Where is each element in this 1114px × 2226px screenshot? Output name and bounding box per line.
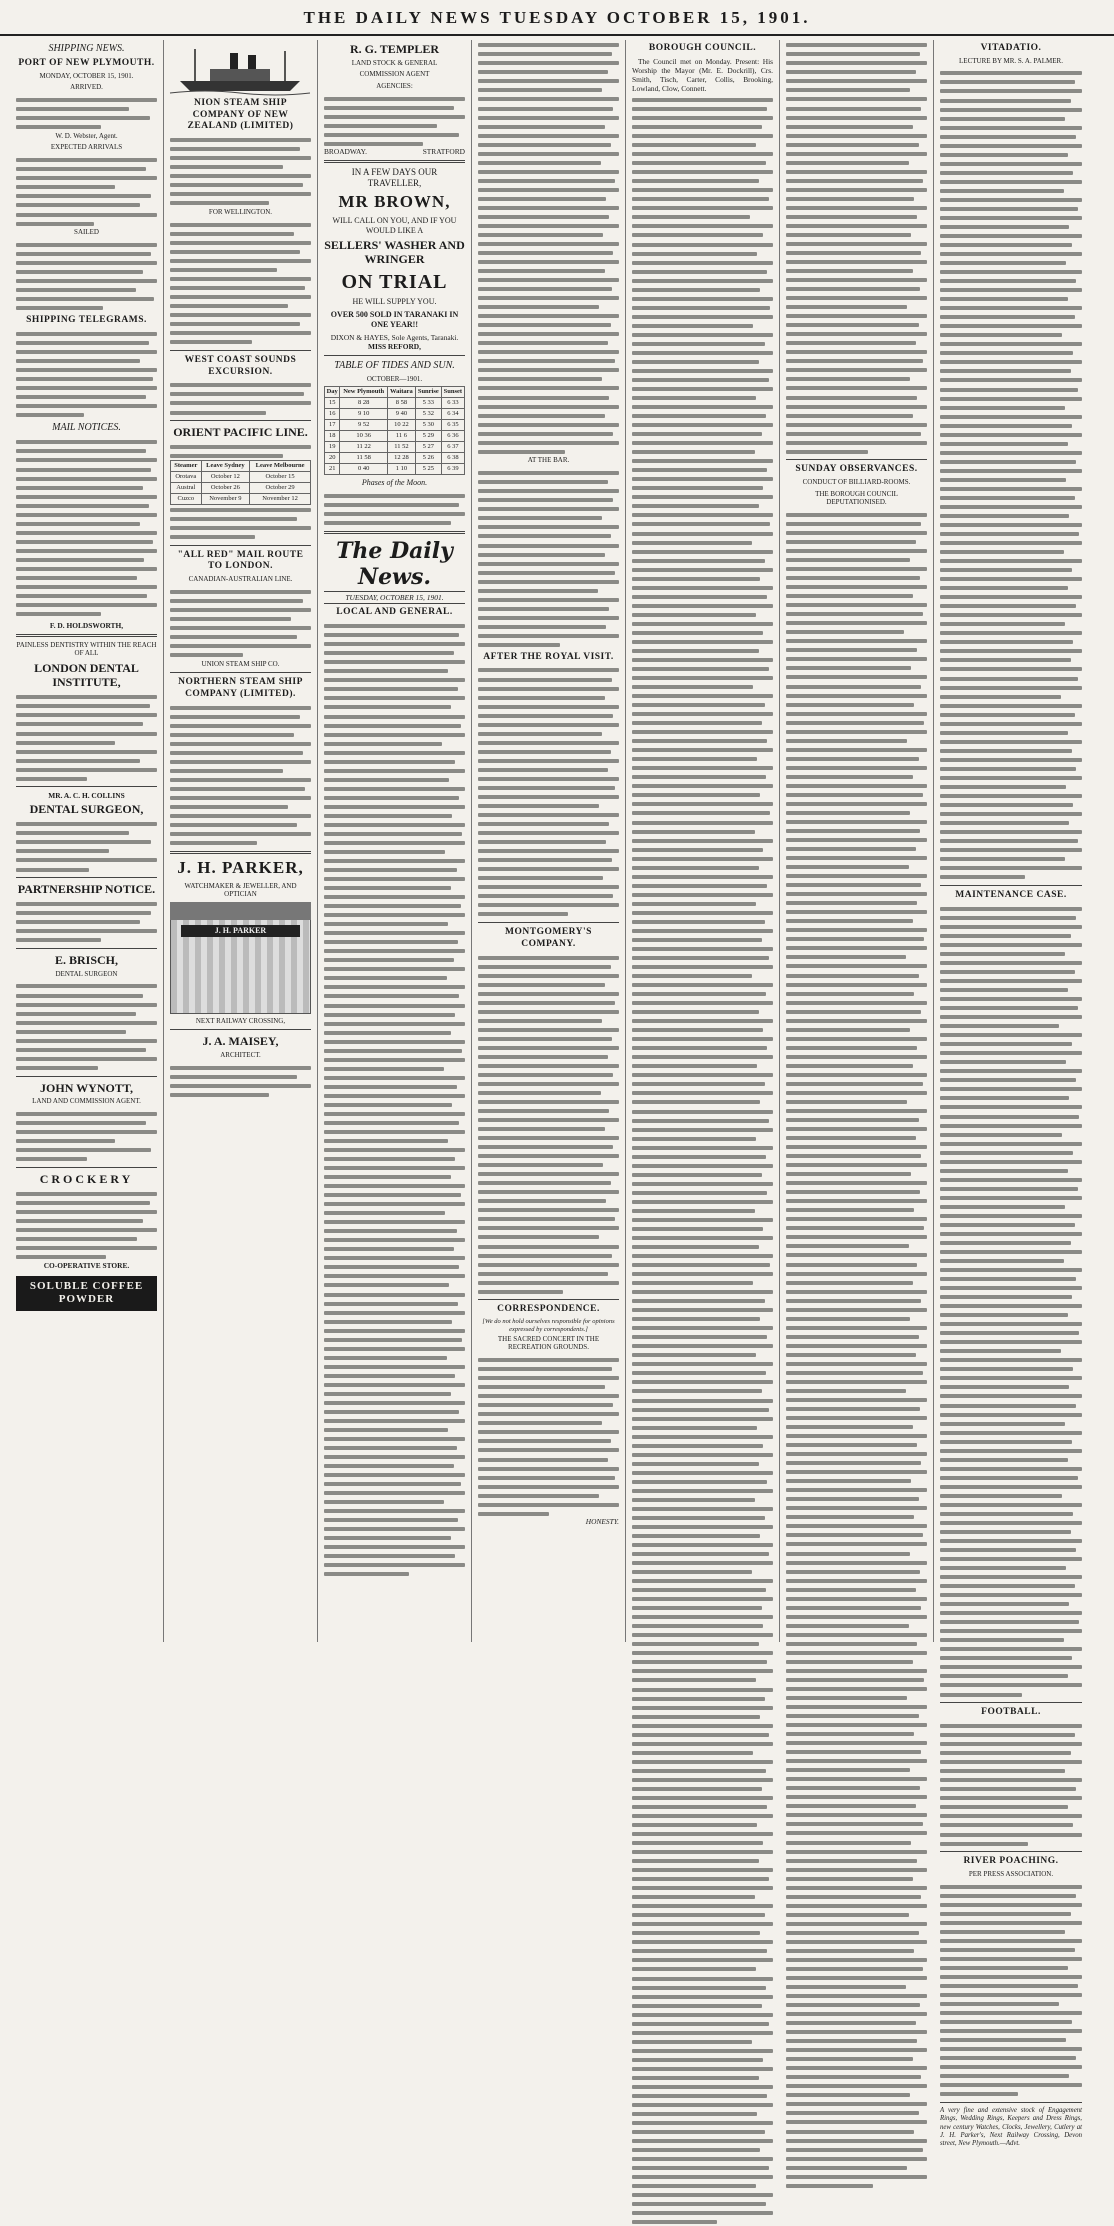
tides-cell: 5 27 — [415, 441, 441, 452]
few-days-text: IN A FEW DAYS OUR TRAVELLER, — [351, 167, 438, 189]
dental-surgeon-heading: DENTAL SURGEON, — [29, 802, 144, 817]
orient-header-2: Leave Melbourne — [250, 460, 311, 471]
text-block — [16, 1188, 157, 1260]
football-heading: FOOTBALL. — [981, 1707, 1041, 1718]
phases-heading: Phases of the Moon. — [361, 477, 428, 487]
text-block — [170, 1062, 311, 1098]
stratford-label: STRATFORD — [422, 147, 465, 157]
text-block — [324, 93, 465, 147]
orient-cell: Cuzco — [171, 493, 202, 504]
wynott-subtitle: LAND AND COMMISSION AGENT. — [32, 1097, 141, 1106]
commission-agent: COMMISSION AGENT — [359, 70, 430, 79]
correspondence-heading: CORRESPONDENCE. — [497, 1304, 600, 1315]
poaching-heading: RIVER POACHING. — [963, 1856, 1059, 1867]
shop-sign: J. H. PARKER — [181, 925, 300, 937]
divider — [16, 877, 157, 878]
sailed-heading: SAILED — [74, 228, 99, 237]
divider — [324, 355, 465, 356]
orient-cell: Orotava — [171, 471, 202, 482]
northern-steam-heading: NORTHERN STEAM SHIP COMPANY (LIMITED). — [178, 677, 303, 699]
tides-cell: 21 — [325, 463, 340, 474]
tides-cell: 6 34 — [441, 409, 464, 420]
divider — [170, 1029, 311, 1030]
correspondence-note: [We do not hold ourselves responsible for opinions expressed by correspondents.] — [482, 1317, 615, 1333]
maintenance-heading: MAINTENANCE CASE. — [955, 889, 1067, 900]
article-body — [940, 1881, 1082, 2098]
text-block — [16, 329, 157, 419]
tides-cell: 10 22 — [387, 420, 415, 431]
article-body — [940, 68, 1082, 881]
tides-month: OCTOBER—1901. — [366, 374, 423, 383]
tides-cell: 11 52 — [387, 441, 415, 452]
parker-shop-illustration — [170, 902, 311, 1014]
divider — [324, 160, 465, 163]
text-block — [16, 240, 157, 312]
text-block — [16, 95, 157, 131]
page-columns — [10, 40, 1106, 2148]
text-block — [170, 586, 311, 658]
tides-cell: 5 26 — [415, 452, 441, 463]
tides-cell: 6 38 — [441, 452, 464, 463]
crockery-heading: CROCKERY — [39, 1171, 134, 1186]
collins-name: MR. A. C. H. COLLINS — [48, 791, 125, 801]
text-block — [16, 899, 157, 944]
divider — [16, 634, 157, 637]
mail-notices-heading: MAIL NOTICES. — [52, 421, 121, 433]
union-steam-heading: NION STEAM SHIP COMPANY OF NEW ZEALAND (LIMITED) — [187, 98, 294, 132]
tides-cell: 6 35 — [441, 420, 464, 431]
tides-cell: 5 30 — [415, 420, 441, 431]
tides-header-0: Day — [325, 387, 340, 398]
reeford-name: MISS REFORD, — [368, 341, 421, 351]
lecture-subheading: LECTURE BY MR. S. A. PALMER. — [959, 56, 1063, 65]
soluble-coffee-ad: SOLUBLE COFFEE POWDER — [16, 1276, 157, 1311]
tides-row — [325, 430, 465, 441]
orient-row — [171, 471, 311, 482]
tides-cell: 0 40 — [340, 463, 388, 474]
letter-signature: HONESTY. — [585, 1517, 619, 1527]
tides-row — [325, 441, 465, 452]
divider — [170, 420, 311, 421]
orient-cell: November 12 — [250, 493, 311, 504]
tides-cell: 19 — [325, 441, 340, 452]
tides-table — [324, 386, 465, 474]
land-stock: LAND STOCK & GENERAL — [351, 58, 438, 67]
tides-cell: 11 58 — [340, 452, 388, 463]
article-body — [478, 1355, 619, 1518]
article-body — [632, 95, 773, 2226]
tides-cell: 15 — [325, 398, 340, 409]
article-body — [478, 952, 619, 1295]
tides-cell: 16 — [325, 409, 340, 420]
text-block — [16, 155, 157, 227]
shipping-news-heading: SHIPPING NEWS. — [48, 43, 125, 54]
text-block — [170, 505, 311, 541]
templer-name: R. G. TEMPLER — [349, 42, 440, 56]
tides-row — [325, 452, 465, 463]
article-body — [324, 621, 465, 1578]
borough-council-heading: BOROUGH COUNCIL. — [648, 43, 757, 53]
text-block — [170, 702, 311, 847]
agent-line: W. D. Webster, Agent. — [55, 131, 118, 140]
divider — [478, 922, 619, 923]
arrived-heading: ARRIVED. — [70, 83, 103, 92]
tides-header-3: Sunrise — [415, 387, 441, 398]
supply-text: HE WILL SUPPLY YOU. — [352, 297, 437, 307]
tides-cell: 9 52 — [340, 420, 388, 431]
divider — [324, 531, 465, 534]
tides-cell: 8 58 — [387, 398, 415, 409]
deputation-subheading: THE BOROUGH COUNCIL DEPUTATIONISED. — [815, 489, 898, 507]
dixon-agents: DIXON & HAYES, Sole Agents, Taranaki. — [330, 332, 459, 342]
tides-cell: 1 10 — [387, 463, 415, 474]
sellers-washer: SELLERS' WASHER AND WRINGER — [324, 237, 465, 267]
orient-row — [171, 482, 311, 493]
council-intro: The Council met on Monday. Present: His Worship the Mayor (Mr. E. Dockrill), Crs. Smith, Tisch, Carter, Collis, Brooking, Lowland, Clow, Connett. — [632, 56, 773, 93]
montgomery-heading: MONTGOMERY'S COMPANY. — [505, 927, 592, 949]
article-body — [786, 510, 927, 2190]
column-shipping — [10, 40, 164, 1642]
text-block — [170, 442, 311, 460]
tides-cell: 6 39 — [441, 463, 464, 474]
brisch-name: E. BRISCH, — [54, 953, 119, 968]
tides-cell: 11 6 — [387, 430, 415, 441]
parker-subtitle: WATCHMAKER & JEWELLER, AND OPTICIAN — [184, 881, 297, 899]
tides-cell: 5 32 — [415, 409, 441, 420]
tides-header-1: New Plymouth — [340, 387, 388, 398]
article-body — [786, 40, 927, 455]
west-coast-heading: WEST COAST SOUNDS EXCURSION. — [184, 354, 297, 377]
tides-cell: 20 — [325, 452, 340, 463]
daily-news-title: The Daily News. — [336, 537, 453, 591]
tides-cell: 5 25 — [415, 463, 441, 474]
maisey-name: J. A. MAISEY, — [202, 1034, 279, 1049]
dateline: TUESDAY, OCTOBER 15, 1901. — [324, 591, 465, 604]
orient-cell: October 12 — [201, 471, 250, 482]
orient-heading: ORIENT PACIFIC LINE. — [173, 425, 308, 440]
text-block — [170, 380, 311, 416]
holdsworth-signature: F. D. HOLDSWORTH, — [49, 620, 124, 630]
steamship-icon — [170, 43, 310, 95]
tides-cell: 5 33 — [415, 398, 441, 409]
article-body — [478, 468, 619, 649]
press-association: PER PRESS ASSOCIATION. — [968, 1869, 1054, 1878]
orient-cell: Austral — [171, 482, 202, 493]
article-body — [940, 1721, 1082, 1847]
article-body — [478, 665, 619, 918]
column-borough — [626, 40, 780, 1642]
railway-crossing: NEXT RAILWAY CROSSING, — [195, 1016, 286, 1025]
text-block — [16, 437, 157, 618]
at-the-bar-heading: AT THE BAR. — [527, 456, 570, 465]
divider — [940, 885, 1082, 886]
tides-cell: 9 10 — [340, 409, 388, 420]
divider — [940, 2102, 1082, 2103]
orient-cell: October 29 — [250, 482, 311, 493]
will-call-text: WILL CALL ON YOU, AND IF YOU WOULD LIKE A — [332, 216, 457, 235]
port-title: PORT OF NEW PLYMOUTH. — [18, 58, 155, 69]
local-general-heading: LOCAL AND GENERAL. — [336, 607, 453, 618]
tides-cell: 11 22 — [340, 441, 388, 452]
tides-header-2: Waitara — [387, 387, 415, 398]
mr-brown-heading: MR BROWN, — [338, 192, 451, 212]
tides-header-4: Sunset — [441, 387, 464, 398]
article-body — [478, 40, 619, 455]
brisch-subtitle: DENTAL SURGEON — [55, 969, 118, 978]
divider — [940, 1851, 1082, 1852]
divider — [940, 1702, 1082, 1703]
sacred-concert-heading: THE SACRED CONCERT IN THE RECREATION GROUNDS. — [497, 1334, 600, 1352]
telegrams-heading: SHIPPING TELEGRAMS. — [26, 315, 147, 326]
tides-cell: 6 33 — [441, 398, 464, 409]
text-block — [16, 692, 157, 782]
agencies-label: AGENCIES: — [376, 81, 413, 90]
tides-cell: 12 28 — [387, 452, 415, 463]
union-steam-subheading: UNION STEAM SHIP CO. — [201, 659, 280, 668]
london-dental-heading: LONDON DENTAL INSTITUTE, — [34, 660, 139, 690]
parker-name: J. H. PARKER, — [177, 857, 304, 877]
divider — [16, 786, 157, 787]
partnership-heading: PARTNERSHIP NOTICE. — [17, 882, 156, 897]
text-block — [324, 490, 465, 526]
royal-visit-heading: AFTER THE ROYAL VISIT. — [483, 651, 614, 662]
shop-roof — [170, 902, 311, 920]
column-vitadatio — [934, 40, 1088, 2148]
article-body — [940, 904, 1082, 1699]
orient-row — [171, 493, 311, 504]
maisey-subtitle: ARCHITECT. — [220, 1050, 261, 1059]
vitadatio-heading: VITADATIO. — [980, 43, 1042, 53]
billiards-subheading: CONDUCT OF BILLIARD-ROOMS. — [802, 478, 911, 487]
divider — [16, 1167, 157, 1168]
tides-heading: TABLE OF TIDES AND SUN. — [334, 359, 455, 371]
tides-cell: 5 29 — [415, 430, 441, 441]
divider — [786, 459, 927, 460]
divider — [170, 851, 311, 854]
orient-header-1: Leave Sydney — [201, 460, 250, 471]
tides-cell: 6 37 — [441, 441, 464, 452]
text-block — [16, 819, 157, 873]
divider — [16, 1076, 157, 1077]
tides-cell: 10 36 — [340, 430, 388, 441]
tides-cell: 9 40 — [387, 409, 415, 420]
column-shipping-ads — [164, 40, 318, 1642]
tides-row — [325, 409, 465, 420]
orient-cell: October 15 — [250, 471, 311, 482]
column-articles — [472, 40, 626, 1642]
tides-row — [325, 463, 465, 474]
templer-address — [324, 147, 465, 156]
orient-header-0: Steamer — [171, 460, 202, 471]
sold-text: OVER 500 SOLD IN TARANAKI IN ONE YEAR!! — [330, 310, 459, 329]
text-block — [16, 1109, 157, 1163]
tides-cell: 8 28 — [340, 398, 388, 409]
tides-cell: 6 36 — [441, 430, 464, 441]
divider — [170, 545, 311, 546]
broadway-label: BROADWAY. — [324, 147, 367, 157]
all-red-heading: "ALL RED" MAIL ROUTE TO LONDON. — [177, 549, 304, 572]
orient-cell: October 26 — [201, 482, 250, 493]
on-trial-heading: ON TRIAL — [341, 270, 448, 293]
steamship-illustration — [170, 43, 311, 95]
painless-dentistry: PAINLESS DENTISTRY WITHIN THE REACH OF ALL — [16, 640, 157, 658]
sunday-observances-heading: SUNDAY OBSERVANCES. — [795, 464, 918, 475]
column-council-sunday — [780, 40, 934, 1642]
wynott-name: JOHN WYNOTT, — [40, 1080, 133, 1095]
divider — [170, 672, 311, 673]
tides-row — [325, 398, 465, 409]
tides-row — [325, 420, 465, 431]
text-block — [170, 220, 311, 346]
coop-store: CO-OPERATIVE STORE. — [43, 1260, 130, 1270]
orient-sailings-table — [170, 460, 311, 505]
tides-cell: 18 — [325, 430, 340, 441]
port-date: MONDAY, OCTOBER 15, 1901. — [39, 71, 134, 80]
masthead: THE DAILY NEWS TUESDAY OCTOBER 15, 1901. — [0, 8, 1114, 36]
text-block — [170, 135, 311, 207]
text-block — [16, 981, 157, 1071]
column-templer-local — [318, 40, 472, 1642]
canadian-heading: CANADIAN-AUSTRALIAN LINE. — [188, 574, 293, 583]
parker-advertisement: A very fine and extensive stock of Engagement Rings, Wedding Rings, Keepers and Dress Rings, new century Watches, Clocks, Jewellery, Cutlery at J. H. Parker's, Next Railway Crossing, Devon street, New Plymouth.—Advt. — [940, 2107, 1082, 2148]
tides-cell: 17 — [325, 420, 340, 431]
expected-heading: EXPECTED ARRIVALS — [50, 143, 123, 152]
divider — [170, 350, 311, 351]
divider — [16, 948, 157, 949]
orient-cell: November 9 — [201, 493, 250, 504]
divider — [478, 1299, 619, 1300]
for-wellington: FOR WELLINGTON. — [208, 207, 273, 216]
